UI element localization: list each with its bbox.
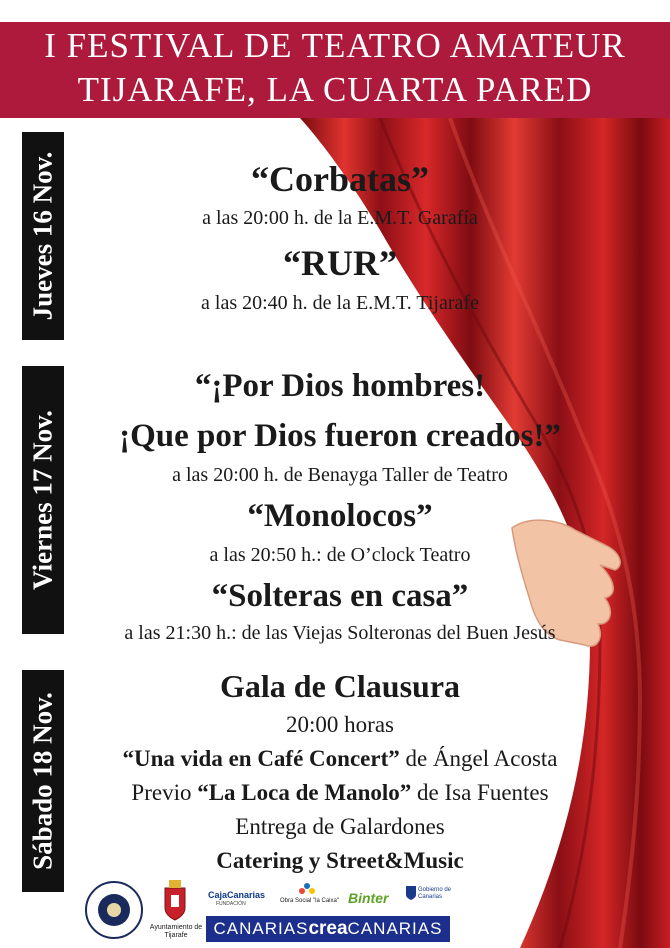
gala-time: 20:00 horas — [286, 712, 394, 737]
play-title-por-dios-line1: “¡Por Dios hombres! — [194, 368, 486, 404]
gala-show1 — [60, 746, 620, 772]
play-title-corbatas: “Corbatas” — [251, 159, 429, 199]
festival-title-line2: TIJARAFE, LA CUARTA PARED — [77, 70, 593, 109]
day-label-friday: Viernes 17 Nov. — [22, 366, 64, 634]
play-detail-corbatas: a las 20:00 h. de la E.M.T. Garafía — [202, 207, 478, 229]
binter-logo: Binter — [348, 890, 389, 906]
tijarafe-coat-of-arms-logo — [160, 878, 190, 922]
play-detail-monolocos: a las 20:50 h.: de O’clock Teatro — [209, 544, 471, 566]
play-detail-rur: a las 20:40 h. de la E.M.T. Tijarafe — [201, 292, 479, 314]
day-label-thursday: Jueves 16 Nov. — [22, 132, 64, 340]
show1-author: de Ángel Acosta — [399, 746, 558, 771]
la-caixa-star-icon — [298, 882, 316, 896]
cajacanarias-logo: CajaCanarias — [208, 890, 266, 900]
gala-title: Gala de Clausura — [219, 668, 461, 704]
gobierno-canarias-label: Gobierno de Canarias — [418, 887, 452, 900]
play-detail-solteras: a las 21:30 h.: de las Viejas Solteronas del Buen Jesús — [124, 622, 556, 644]
festival-title-line1: I FESTIVAL DE TEATRO AMATEUR — [44, 26, 626, 65]
play-title-por-dios-line2: ¡Que por Dios fueron creados!” — [119, 418, 561, 454]
cajacanarias-sub: FUNDACIÓN — [216, 901, 246, 907]
day-label-saturday: Sábado 18 Nov. — [22, 670, 64, 892]
canarias-crea-canarias-banner: CANARIAScreaCANARIAS — [206, 916, 450, 942]
gobierno-canarias-shield-icon — [406, 886, 416, 900]
show2-author: de Isa Fuentes — [411, 780, 549, 805]
play-title-solteras: “Solteras en casa” — [211, 578, 469, 614]
noroeste-de-la-palma-logo — [84, 880, 144, 940]
ayuntamiento-label: Ayuntamiento de Tijarafe — [149, 924, 203, 939]
show1-title: “Una vida en Café Concert” — [122, 746, 400, 771]
gala-awards: Entrega de Galardones — [235, 814, 445, 839]
festival-header — [0, 22, 670, 118]
show2-title: “La Loca de Manolo” — [197, 780, 412, 805]
play-title-monolocos: “Monolocos” — [247, 498, 433, 534]
play-detail-por-dios: a las 20:00 h. de Benayga Taller de Teatro — [172, 464, 508, 486]
gala-show2 — [60, 780, 620, 806]
obra-social-label: Obra Social "la Caixa" — [280, 898, 339, 904]
gala-catering: Catering y Street&Music — [216, 848, 464, 873]
show2-prefix: Previo — [131, 780, 198, 805]
play-title-rur: “RUR” — [283, 243, 397, 283]
